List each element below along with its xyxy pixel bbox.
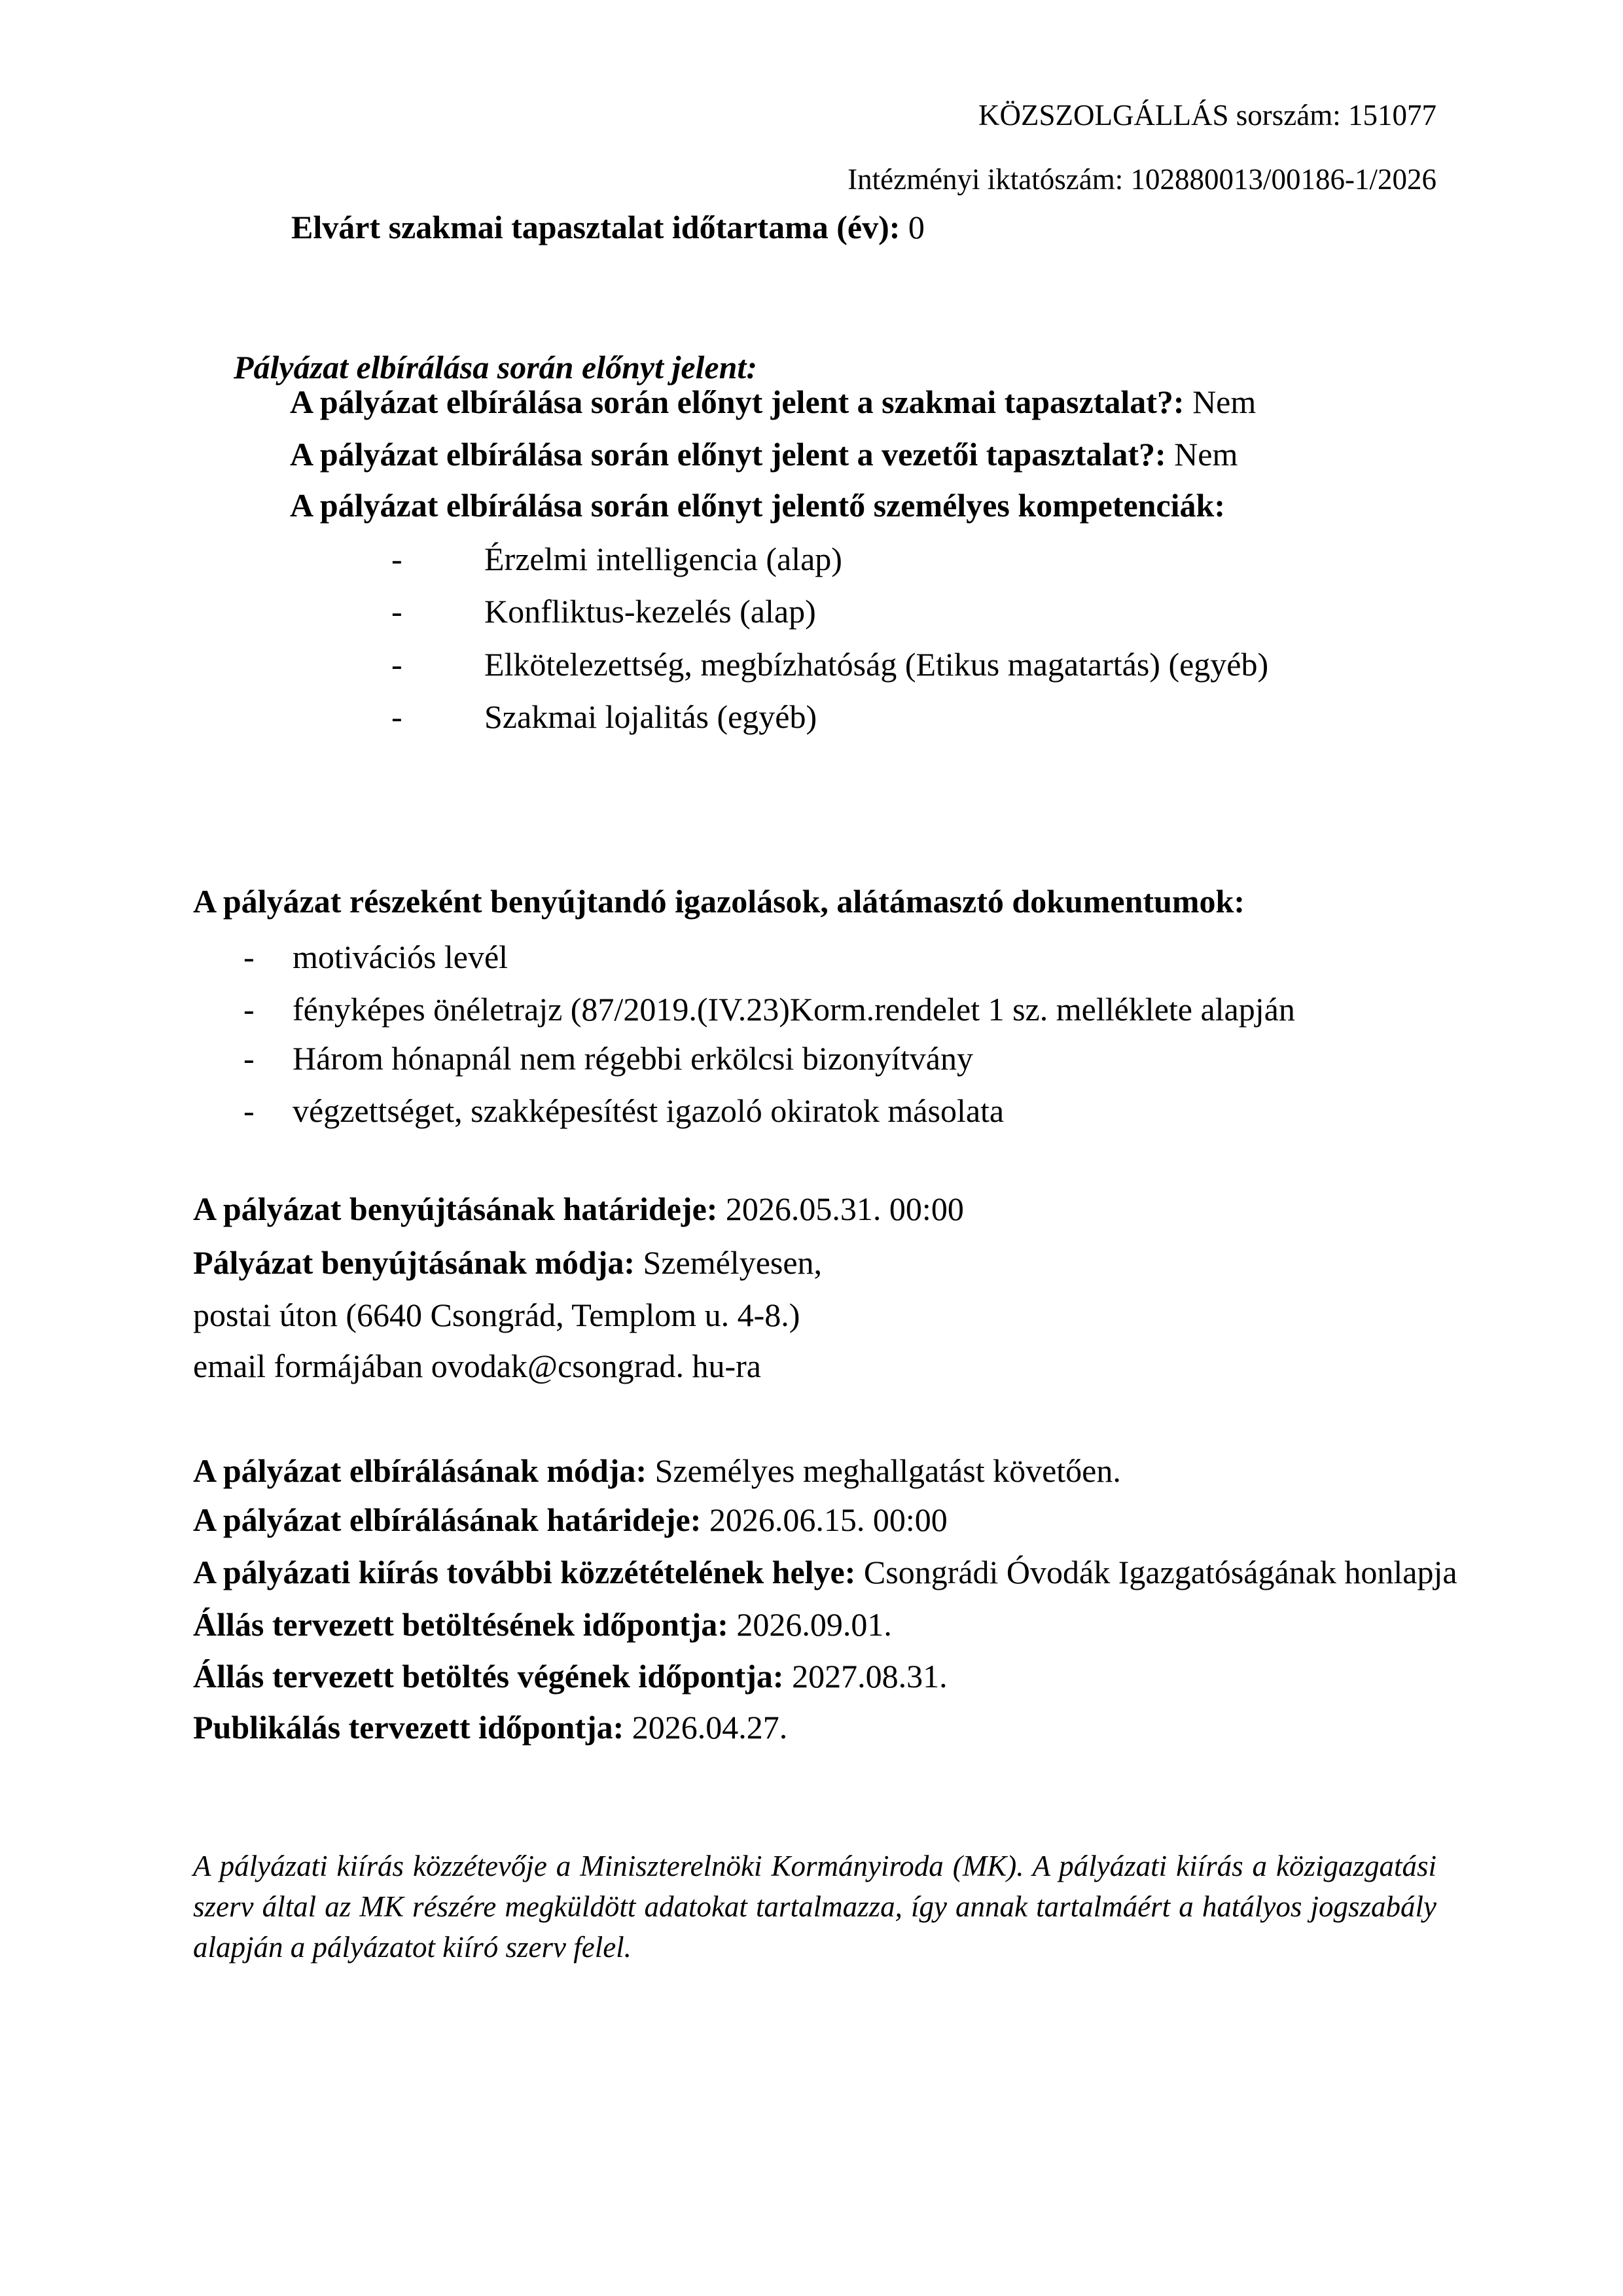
registry-label: Intézményi iktatószám:	[847, 163, 1124, 196]
job-start-date-value: 2026.09.01.	[736, 1606, 892, 1643]
expected-experience-label: Elvárt szakmai tapasztalat időtartama (év):	[291, 209, 901, 245]
serial-value: 151077	[1348, 99, 1436, 132]
footer-disclaimer: A pályázati kiírás közzétevője a Miniszterelnöki Kormányiroda (MK). A pályázati kiírás a közigazgatási szerv által az MK részére megküldött adatokat tartalmazza, így annak tartalmáért a hatályos jogszabály alapján a pályázatot kiíró szerv felel.	[193, 1850, 1436, 1964]
field-job-end-date	[193, 1657, 948, 1695]
field-expected-experience	[291, 208, 925, 246]
list-item	[243, 1092, 1005, 1130]
list-item	[243, 938, 508, 976]
serial-label: KÖZSZOLGÁLLÁS sorszám:	[978, 99, 1341, 132]
document-item: motivációs levél	[293, 939, 508, 975]
dash-bullet: -	[243, 1040, 255, 1077]
evaluation-deadline-value: 2026.06.15. 00:00	[709, 1501, 948, 1538]
list-item	[391, 592, 816, 630]
field-evaluation-method	[193, 1452, 1121, 1490]
evaluation-deadline-label: A pályázat elbírálásának határideje:	[193, 1501, 702, 1538]
list-item	[243, 1039, 973, 1077]
list-item	[391, 540, 842, 578]
document-item: Három hónapnál nem régebbi erkölcsi bizonyítvány	[293, 1040, 973, 1077]
list-item	[391, 645, 1269, 683]
submission-method-label: Pályázat benyújtásának módja:	[193, 1244, 635, 1281]
dash-bullet: -	[391, 541, 402, 577]
documents-section-title: A pályázat részeként benyújtandó igazolások, alátámasztó dokumentumok:	[193, 883, 1245, 920]
advantage-leadership-label: A pályázat elbírálása során előnyt jelent a vezetői tapasztalat?:	[290, 436, 1166, 473]
advantage-competencies-label: A pályázat elbírálása során előnyt jelentő személyes kompetenciák:	[290, 487, 1225, 524]
advantage-leadership-value: Nem	[1174, 436, 1238, 473]
job-end-date-label: Állás tervezett betöltés végének időpontja:	[193, 1658, 784, 1695]
publish-date-value: 2026.04.27.	[632, 1709, 788, 1746]
list-item	[391, 698, 817, 736]
publish-date-label: Publikálás tervezett időpontja:	[193, 1709, 624, 1746]
registry-value: 102880013/00186-1/2026	[1130, 163, 1436, 196]
dash-bullet: -	[391, 646, 402, 683]
competency-item: Szakmai lojalitás (egyéb)	[484, 698, 817, 735]
dash-bullet: -	[243, 939, 255, 975]
field-advantage-professional	[290, 383, 1256, 421]
list-item	[243, 990, 1295, 1028]
competency-item: Konfliktus-kezelés (alap)	[484, 593, 816, 630]
job-end-date-value: 2027.08.31.	[792, 1658, 948, 1695]
publication-place-label: A pályázati kiírás további közzétételének helye:	[193, 1554, 856, 1590]
header-registry-line	[847, 162, 1436, 196]
submission-email-line: email formájában ovodak@csongrad. hu-ra	[193, 1348, 761, 1384]
field-publication-place	[193, 1553, 1457, 1591]
dash-bullet: -	[243, 1092, 255, 1129]
document-item: fényképes önéletrajz (87/2019.(IV.23)Korm.rendelet 1 sz. melléklete alapján	[293, 991, 1295, 1028]
expected-experience-value: 0	[908, 209, 925, 245]
submission-method-value: Személyesen,	[643, 1244, 823, 1281]
evaluation-method-value: Személyes meghallgatást követően.	[654, 1452, 1121, 1489]
submission-postal-line: postai úton (6640 Csongrád, Templom u. 4-8.)	[193, 1297, 800, 1333]
publication-place-value: Csongrádi Óvodák Igazgatóságának honlapja	[863, 1554, 1457, 1590]
dash-bullet: -	[391, 593, 402, 630]
dash-bullet: -	[243, 991, 255, 1028]
header-serial-line	[978, 98, 1436, 132]
field-advantage-competencies	[290, 486, 1225, 524]
advantage-section-title: Pályázat elbírálása során előnyt jelent:	[234, 349, 757, 386]
advantage-professional-value: Nem	[1192, 384, 1257, 420]
document-item: végzettséget, szakképesítést igazoló okiratok másolata	[293, 1092, 1005, 1129]
submission-deadline-label: A pályázat benyújtásának határideje:	[193, 1191, 718, 1227]
evaluation-method-label: A pályázat elbírálásának módja:	[193, 1452, 647, 1489]
field-submission-deadline	[193, 1190, 964, 1228]
competency-item: Elkötelezettség, megbízhatóság (Etikus magatartás) (egyéb)	[484, 646, 1269, 683]
job-start-date-label: Állás tervezett betöltésének időpontja:	[193, 1606, 728, 1643]
submission-deadline-value: 2026.05.31. 00:00	[725, 1191, 964, 1227]
field-evaluation-deadline	[193, 1501, 948, 1539]
dash-bullet: -	[391, 698, 402, 735]
field-job-start-date	[193, 1605, 892, 1643]
field-publish-date	[193, 1708, 787, 1746]
advantage-professional-label: A pályázat elbírálása során előnyt jelent a szakmai tapasztalat?:	[290, 384, 1185, 420]
competency-item: Érzelmi intelligencia (alap)	[484, 541, 842, 577]
field-submission-method	[193, 1244, 822, 1282]
field-advantage-leadership	[290, 435, 1238, 473]
